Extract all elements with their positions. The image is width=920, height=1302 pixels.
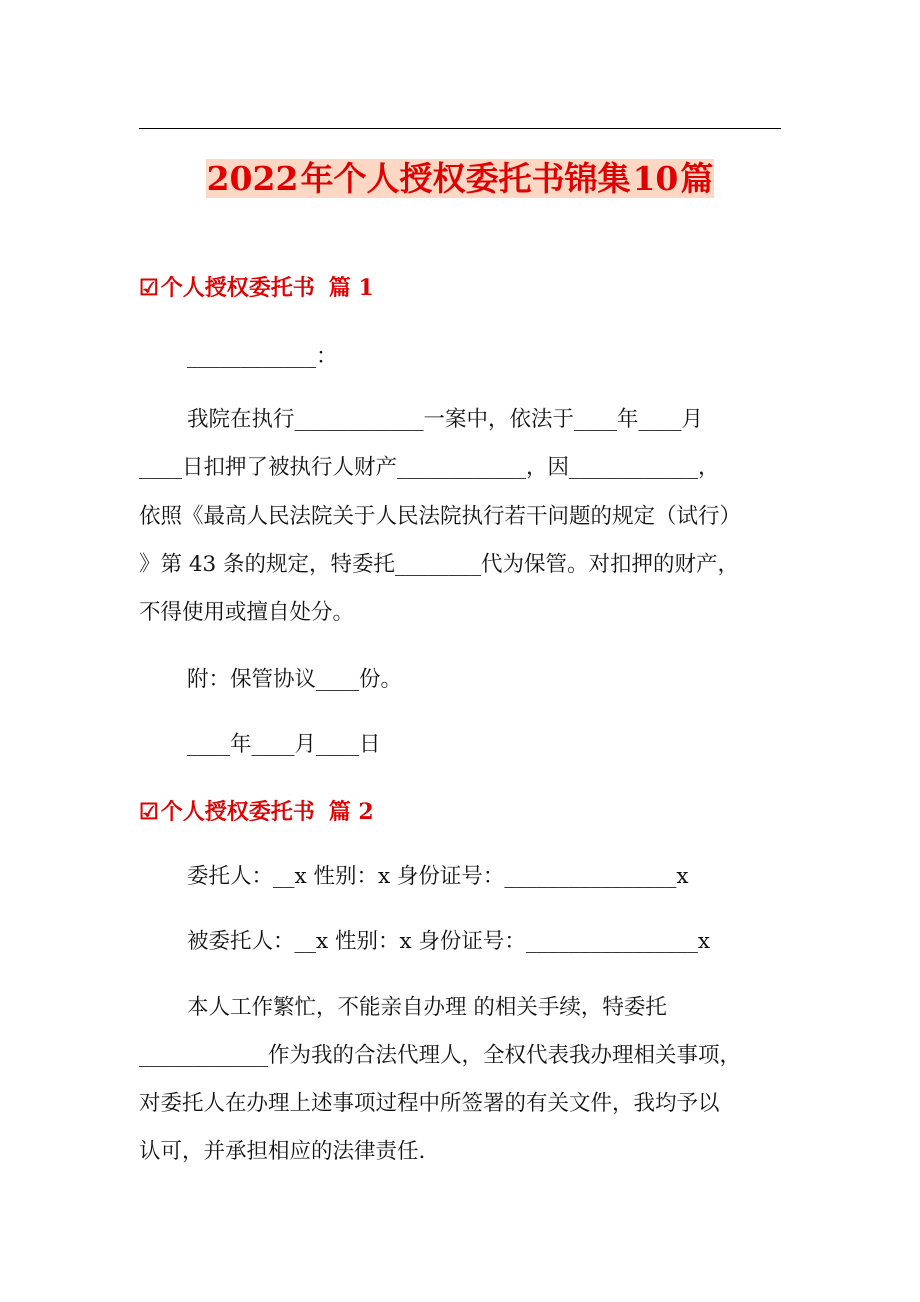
addressee-line: ____________： (187, 344, 338, 369)
section-2-heading (139, 796, 374, 828)
document-title (0, 154, 920, 204)
paragraph-2-line-2: ____________作为我的合法代理人，全权代表我办理相关事项， (139, 1043, 742, 1068)
paragraph-2-line-3: 对委托人在办理上述事项过程中所签署的有关文件，我均予以 (139, 1091, 720, 1116)
section-1-heading (139, 272, 374, 304)
paragraph-1-line-5: 不得使用或擅自处分。 (139, 600, 355, 625)
title-text: 年个人授权委托书锦集 (300, 159, 631, 198)
paragraph-2-line-4: 认可，并承担相应的法律责任. (139, 1139, 426, 1164)
section-2-number: 篇 2 (328, 799, 374, 825)
paragraph-1-line-3: 依照《最高人民法院关于人民法院执行若干问题的规定（试行） (139, 504, 742, 529)
paragraph-1-line-2: ____日扣押了被执行人财产____________，因____________， (139, 455, 720, 480)
section-1-heading-text: 个人授权委托书 (160, 275, 315, 301)
title-suffix: 篇 (680, 159, 714, 198)
section-1-number: 篇 1 (328, 275, 374, 301)
section-2-heading-text: 个人授权委托书 (160, 799, 315, 825)
paragraph-1-line-1: 我院在执行____________一案中，依法于____年____月 (187, 407, 704, 432)
title-year: 2022 (206, 159, 299, 198)
paragraph-2-line-1: 本人工作繁忙，不能亲自办理 的相关手续，特委托 (187, 995, 667, 1020)
agent-line: 被委托人：__x 性别：x 身份证号：________________x (187, 929, 711, 954)
paragraph-1-line-4: 》第 43 条的规定，特委托________代为保管。对扣押的财产， (139, 552, 740, 577)
header-rule (139, 128, 781, 129)
checkbox-icon: ☑ (139, 275, 159, 301)
date-line: ____年____月____日 (187, 732, 381, 757)
attachment-line: 附：保管协议____份。 (187, 667, 403, 692)
checkbox-icon: ☑ (139, 799, 159, 825)
principal-line: 委托人：__x 性别：x 身份证号：________________x (187, 864, 689, 889)
title-count: 10 (632, 159, 679, 198)
